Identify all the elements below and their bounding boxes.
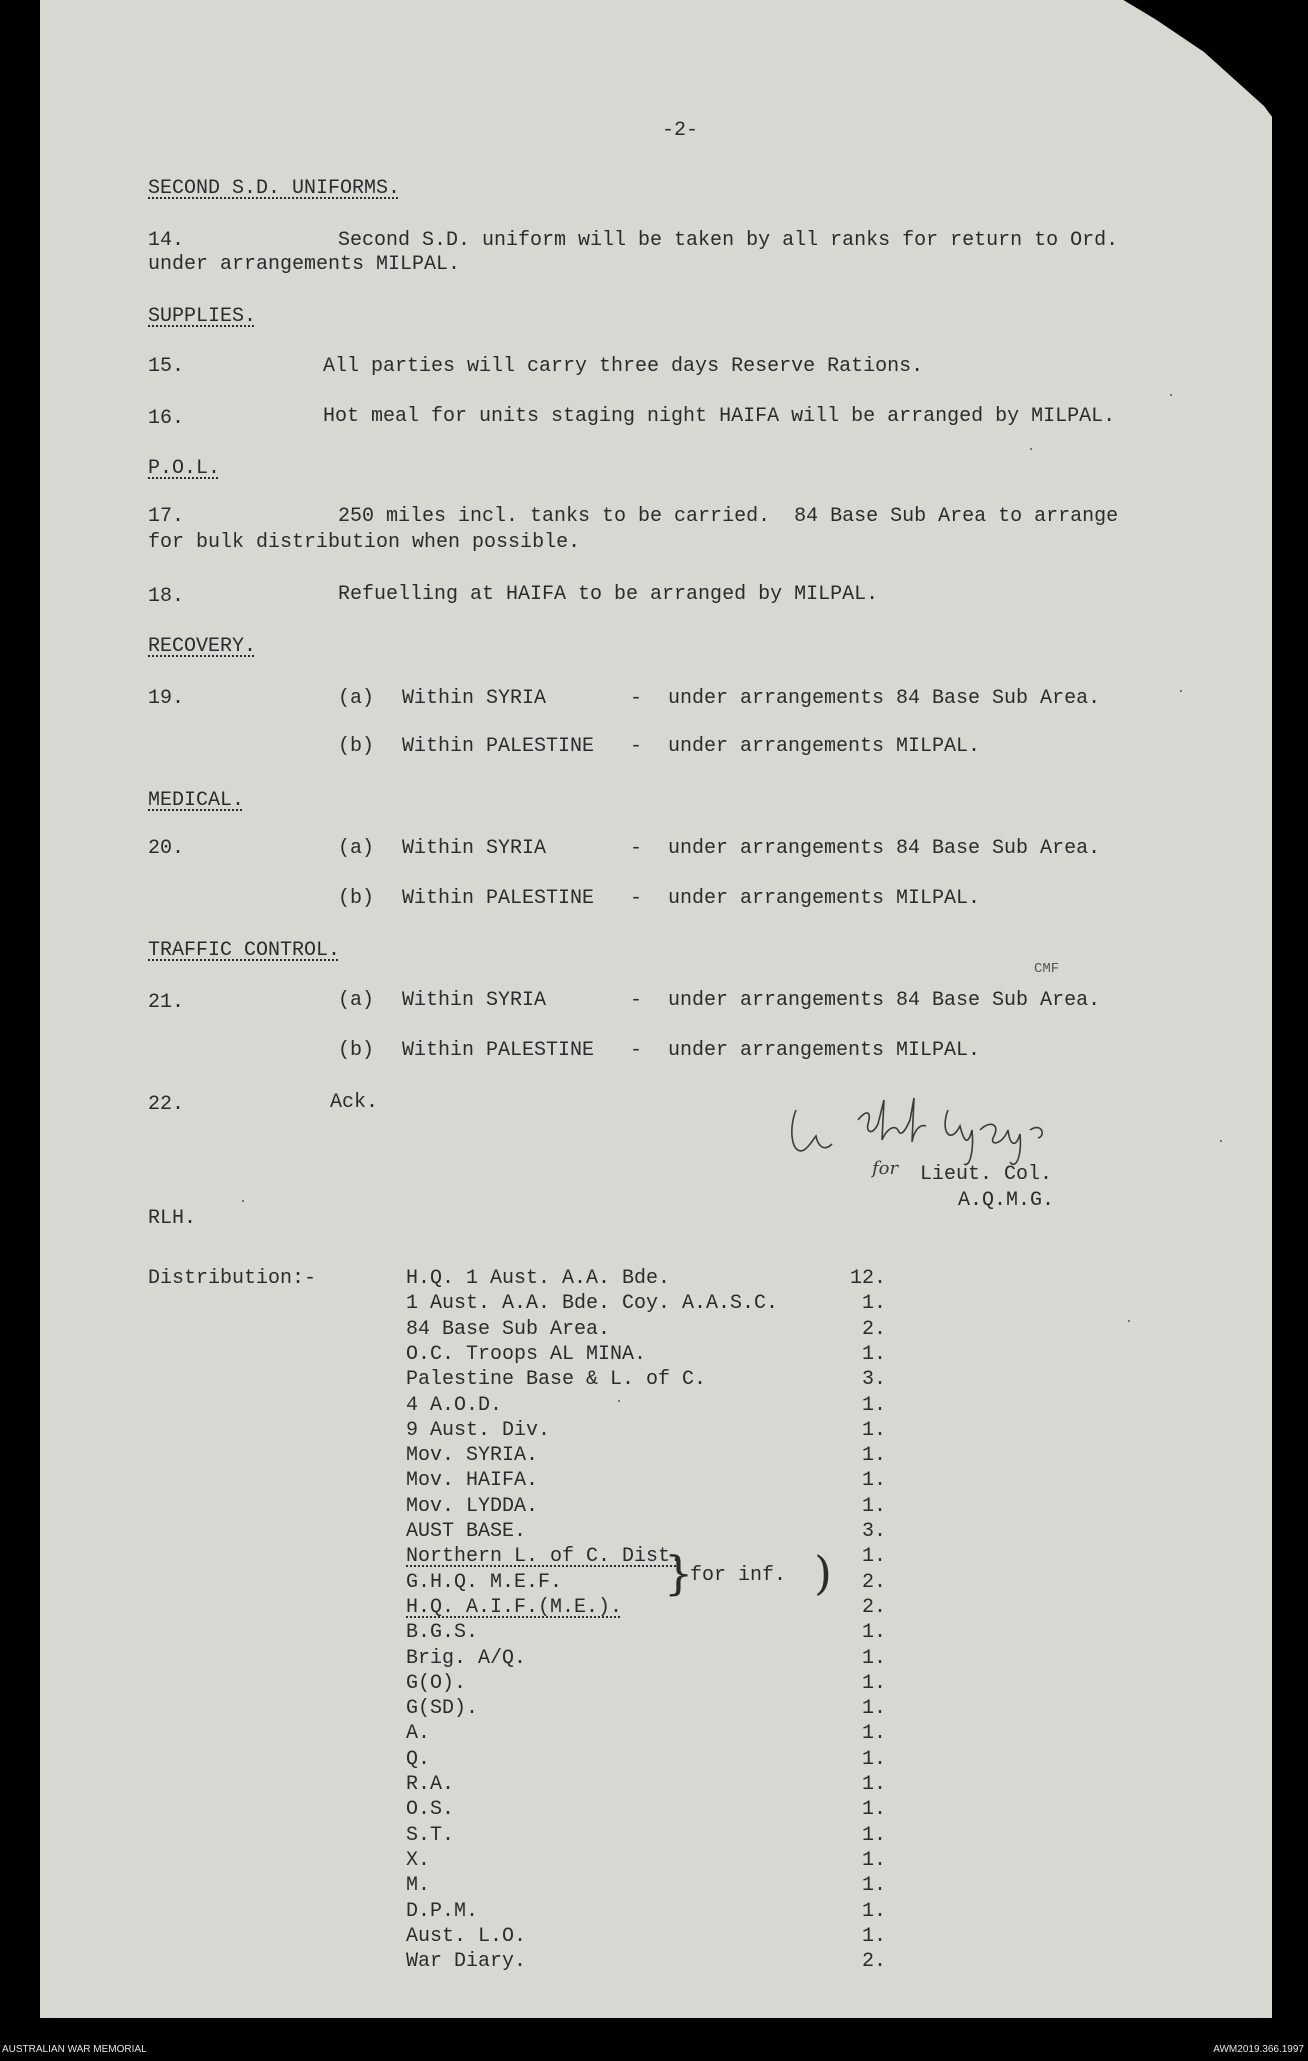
brace-left: } — [664, 1546, 694, 1600]
distribution-copies: 2. — [862, 1950, 887, 1973]
distribution-copies: 1. — [862, 1292, 887, 1315]
para-text: All parties will carry three days Reserve Rations. — [323, 355, 924, 378]
brace-note: for inf. — [690, 1564, 787, 1587]
distribution-copies: 1. — [862, 1444, 887, 1467]
distribution-copies: 1. — [862, 1925, 887, 1948]
distribution-recipient: R.A. — [406, 1773, 455, 1796]
document-page — [40, 0, 1272, 2018]
para-number: 22. — [148, 1093, 185, 1116]
distribution-recipient: X. — [406, 1849, 431, 1872]
distribution-recipient: Palestine Base & L. of C. — [406, 1368, 707, 1391]
distribution-copies: 1. — [862, 1545, 887, 1568]
brace-right: ) — [814, 1546, 832, 1600]
footer-credit: AUSTRALIAN WAR MEMORIAL — [2, 2044, 147, 2055]
sub-area: Within PALESTINE — [402, 887, 595, 910]
section-heading-medical: MEDICAL. — [148, 789, 245, 812]
distribution-copies: 1. — [862, 1621, 887, 1644]
para-text: 250 miles incl. tanks to be carried. 84 Base Sub Area to arrange — [338, 505, 1119, 528]
distribution-copies: 1. — [862, 1419, 887, 1442]
distribution-copies: 1. — [862, 1647, 887, 1670]
sub-dash: - — [630, 989, 643, 1012]
sub-dash: - — [630, 837, 643, 860]
distribution-recipient: War Diary. — [406, 1950, 527, 1973]
distribution-recipient: 1 Aust. A.A. Bde. Coy. A.A.S.C. — [406, 1292, 779, 1315]
reference: RLH. — [148, 1207, 197, 1230]
distribution-label: Distribution:- — [148, 1267, 317, 1290]
torn-corner — [1120, 0, 1272, 268]
distribution-recipient: G.H.Q. M.E.F. — [406, 1571, 563, 1594]
sub-text: under arrangements 84 Base Sub Area. — [668, 989, 1101, 1012]
distribution-copies: 1. — [862, 1824, 887, 1847]
distribution-recipient: 4 A.O.D. — [406, 1394, 503, 1417]
para-text: Refuelling at HAIFA to be arranged by MILPAL. — [338, 583, 879, 606]
distribution-recipient: Q. — [406, 1748, 431, 1771]
handwritten-signature — [780, 1090, 1100, 1170]
distribution-recipient: Mov. HAIFA. — [406, 1469, 539, 1492]
distribution-copies: 1. — [862, 1697, 887, 1720]
distribution-copies: 1. — [862, 1900, 887, 1923]
section-heading-uniforms: SECOND S.D. UNIFORMS. — [148, 177, 401, 200]
page-number: -2- — [662, 119, 699, 142]
distribution-copies: 1. — [862, 1773, 887, 1796]
distribution-recipient: 84 Base Sub Area. — [406, 1318, 611, 1341]
para-number: 14. — [148, 229, 185, 252]
para-number: 19. — [148, 687, 185, 710]
sub-text: under arrangements MILPAL. — [668, 735, 981, 758]
sub-area: Within PALESTINE — [402, 735, 595, 758]
sub-text: under arrangements 84 Base Sub Area. — [668, 687, 1101, 710]
distribution-recipient: Mov. LYDDA. — [406, 1495, 539, 1518]
distribution-copies: 1. — [862, 1394, 887, 1417]
distribution-copies: 1. — [862, 1495, 887, 1518]
distribution-copies: 12. — [850, 1267, 887, 1290]
sub-area: Within SYRIA — [402, 687, 547, 710]
distribution-recipient: Northern L. of C. Dist. — [406, 1545, 683, 1568]
sub-dash: - — [630, 1039, 643, 1062]
para-text: Second S.D. uniform will be taken by all ranks for return to Ord. — [338, 229, 1119, 252]
distribution-recipient: M. — [406, 1874, 431, 1897]
distribution-recipient: A. — [406, 1722, 431, 1745]
signature-rank: Lieut. Col. — [920, 1163, 1053, 1186]
section-heading-traffic-control: TRAFFIC CONTROL. — [148, 939, 341, 962]
para-number: 18. — [148, 585, 185, 608]
sub-label: (b) — [338, 735, 375, 758]
signature-for: for — [872, 1158, 899, 1179]
distribution-copies: 1. — [862, 1343, 887, 1366]
distribution-copies: 1. — [862, 1722, 887, 1745]
sub-label: (a) — [338, 989, 375, 1012]
distribution-copies: 2. — [862, 1318, 887, 1341]
distribution-copies: 2. — [862, 1596, 887, 1619]
para-number: 17. — [148, 505, 185, 528]
distribution-recipient: G(O). — [406, 1672, 467, 1695]
distribution-recipient: G(SD). — [406, 1697, 479, 1720]
distribution-recipient: H.Q. A.I.F.(M.E.). — [406, 1596, 623, 1619]
sub-label: (b) — [338, 1039, 375, 1062]
distribution-recipient: H.Q. 1 Aust. A.A. Bde. — [406, 1267, 671, 1290]
section-heading-pol: P.O.L. — [148, 457, 221, 480]
distribution-copies: 1. — [862, 1849, 887, 1872]
sub-dash: - — [630, 735, 643, 758]
para-number: 20. — [148, 837, 185, 860]
sub-label: (b) — [338, 887, 375, 910]
distribution-recipient: 9 Aust. Div. — [406, 1419, 551, 1442]
para-number: 16. — [148, 407, 185, 430]
sub-label: (a) — [338, 837, 375, 860]
distribution-copies: 1. — [862, 1748, 887, 1771]
sub-label: (a) — [338, 687, 375, 710]
sub-area: Within SYRIA — [402, 837, 547, 860]
distribution-recipient: Brig. A/Q. — [406, 1647, 527, 1670]
distribution-recipient: O.C. Troops AL MINA. — [406, 1343, 647, 1366]
para-text: Hot meal for units staging night HAIFA will be arranged by MILPAL. — [323, 405, 1116, 428]
para-text: for bulk distribution when possible. — [148, 531, 581, 554]
distribution-recipient: Mov. SYRIA. — [406, 1444, 539, 1467]
para-number: 21. — [148, 991, 185, 1014]
footer-accession: AWM2019.366.1997 — [1213, 2044, 1304, 2055]
sub-text: under arrangements 84 Base Sub Area. — [668, 837, 1101, 860]
distribution-recipient: Aust. L.O. — [406, 1925, 527, 1948]
distribution-recipient: O.S. — [406, 1798, 455, 1821]
distribution-copies: 2. — [862, 1571, 887, 1594]
sub-text: under arrangements MILPAL. — [668, 887, 981, 910]
para-text: under arrangements MILPAL. — [148, 253, 461, 276]
distribution-recipient: B.G.S. — [406, 1621, 479, 1644]
section-heading-recovery: RECOVERY. — [148, 635, 257, 658]
distribution-recipient: S.T. — [406, 1824, 455, 1847]
distribution-copies: 1. — [862, 1798, 887, 1821]
para-text: Ack. — [330, 1091, 379, 1114]
distribution-copies: 3. — [862, 1520, 887, 1543]
distribution-recipient: D.P.M. — [406, 1900, 479, 1923]
distribution-copies: 1. — [862, 1672, 887, 1695]
section-heading-supplies: SUPPLIES. — [148, 305, 257, 328]
distribution-copies: 1. — [862, 1469, 887, 1492]
sub-dash: - — [630, 687, 643, 710]
signature-appointment: A.Q.M.G. — [958, 1189, 1055, 1212]
distribution-recipient: AUST BASE. — [406, 1520, 527, 1543]
para-number: 15. — [148, 355, 185, 378]
sub-area: Within SYRIA — [402, 989, 547, 1012]
sub-text: under arrangements MILPAL. — [668, 1039, 981, 1062]
sub-area: Within PALESTINE — [402, 1039, 595, 1062]
sub-dash: - — [630, 887, 643, 910]
distribution-copies: 1. — [862, 1874, 887, 1897]
distribution-copies: 3. — [862, 1368, 887, 1391]
handwritten-annotation: CMF — [1034, 961, 1060, 977]
